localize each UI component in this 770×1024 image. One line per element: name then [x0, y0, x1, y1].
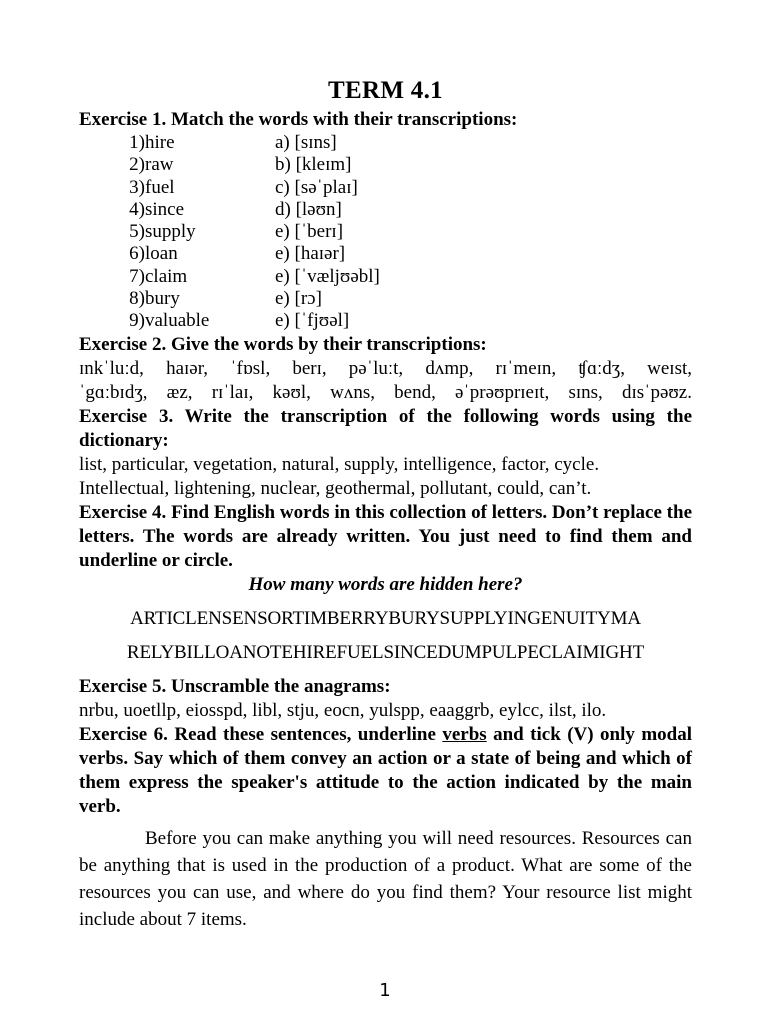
match-number: 3) — [129, 176, 145, 198]
match-word: raw — [145, 154, 174, 176]
exercise-2-title: Exercise 2. Give the words by their transcriptions: — [79, 333, 487, 355]
match-row — [111, 266, 380, 288]
exercise-6-paragraph: Before you can make anything you will need resources. Resources can be anything that is used in the production of a product. What are some of the resources you can use, and where do you find them? Your resource list might include about 7 items. — [79, 827, 692, 930]
exercise-6-title-verbs: verbs — [442, 723, 487, 745]
match-number: 4) — [129, 198, 145, 220]
match-transcription: e) [haɪər] — [275, 243, 346, 265]
exercise-1-title: Exercise 1. Match the words with their transcriptions: — [79, 109, 518, 130]
letter-collection-line-2: RELYBILLOANOTEHIREFUELSINCEDUMPULPECLAIMIGHT — [126, 641, 645, 663]
match-transcription: d) [ləʊn] — [275, 198, 342, 220]
match-transcription: b) [kleɪm] — [275, 154, 352, 176]
match-number: 6) — [129, 243, 145, 265]
match-word: claim — [145, 265, 188, 287]
match-row — [111, 154, 380, 176]
exercise-1-match-table — [111, 132, 380, 333]
match-word: supply — [145, 221, 196, 243]
exercise-4-subtitle: How many words are hidden here? — [248, 573, 523, 595]
match-word: valuable — [145, 310, 210, 332]
match-transcription: e) [ˈvæljʊəbl] — [275, 265, 380, 287]
match-number: 9) — [129, 310, 145, 332]
letter-collection-line-1: ARTICLENSENSORTIMBERRYBURYSUPPLYINGENUITYMA — [130, 607, 641, 629]
page-title: TERM 4.1 — [328, 77, 443, 104]
exercise-5-anagrams: nrbu, uoetllp, eiosspd, libl, stju, eocn, yulspp, eaaggrb, eylcc, ilst, ilo. — [79, 699, 607, 721]
exercise-6-title-part-2: and tick (V) only modal verbs. Say which of them convey an action or a state of being and which of them express the speaker's attitude to the action indicated by the main verb. — [79, 723, 692, 817]
match-transcription: e) [rɔ] — [275, 288, 322, 310]
match-number: 2) — [129, 154, 145, 176]
match-row — [111, 310, 380, 332]
match-row — [111, 221, 380, 243]
match-number: 8) — [129, 288, 145, 310]
match-transcription: a) [sɪns] — [275, 132, 337, 153]
match-row — [111, 288, 380, 310]
match-row — [111, 199, 380, 221]
match-word: loan — [145, 243, 178, 265]
match-transcription: c) [səˈplaɪ] — [275, 176, 358, 198]
match-number: 7) — [129, 265, 145, 287]
exercise-3-title: Exercise 3. Write the transcription of the following words using the dictionary: — [79, 405, 692, 451]
exercise-2-transcriptions-line-1: ɪnkˈluːd, haɪər, ˈfɒsl, berɪ, pəˈluːt, dʌmp, rɪˈmeɪn, ʧɑːdʒ, weɪst, — [79, 357, 692, 379]
match-word: fuel — [145, 176, 175, 198]
match-row — [111, 132, 380, 154]
match-transcription: e) [ˈberɪ] — [275, 221, 344, 243]
match-word: bury — [145, 288, 180, 310]
match-row — [111, 177, 380, 199]
exercise-6-title — [79, 723, 692, 819]
page-number: 1 — [379, 980, 391, 1001]
exercise-6-title-part-1: Exercise 6. Read these sentences, underline — [79, 723, 443, 745]
match-word: since — [145, 198, 185, 220]
exercise-3-words-line-1: list, particular, vegetation, natural, supply, intelligence, factor, cycle. — [79, 453, 600, 475]
match-number: 5) — [129, 221, 145, 243]
exercise-2-transcriptions-line-2: ˈgɑːbɪdʒ, æz, rɪˈlaɪ, kəʊl, wʌns, bend, əˈprəʊprɪeɪt, sɪns, dɪsˈpəʊz. — [79, 381, 692, 403]
exercise-5-title: Exercise 5. Unscramble the anagrams: — [79, 675, 391, 697]
exercise-3-words-line-2: Intellectual, lightening, nuclear, geothermal, pollutant, could, can’t. — [79, 477, 592, 499]
exercise-4-title: Exercise 4. Find English words in this collection of letters. Don’t replace the letters. The words are already written. You just need to find them and underline or circle. — [79, 501, 692, 571]
match-number: 1) — [129, 132, 145, 153]
match-row — [111, 243, 380, 265]
match-transcription: e) [ˈfjʊəl] — [275, 310, 350, 332]
document-page — [79, 74, 692, 933]
match-word: hire — [145, 132, 175, 153]
